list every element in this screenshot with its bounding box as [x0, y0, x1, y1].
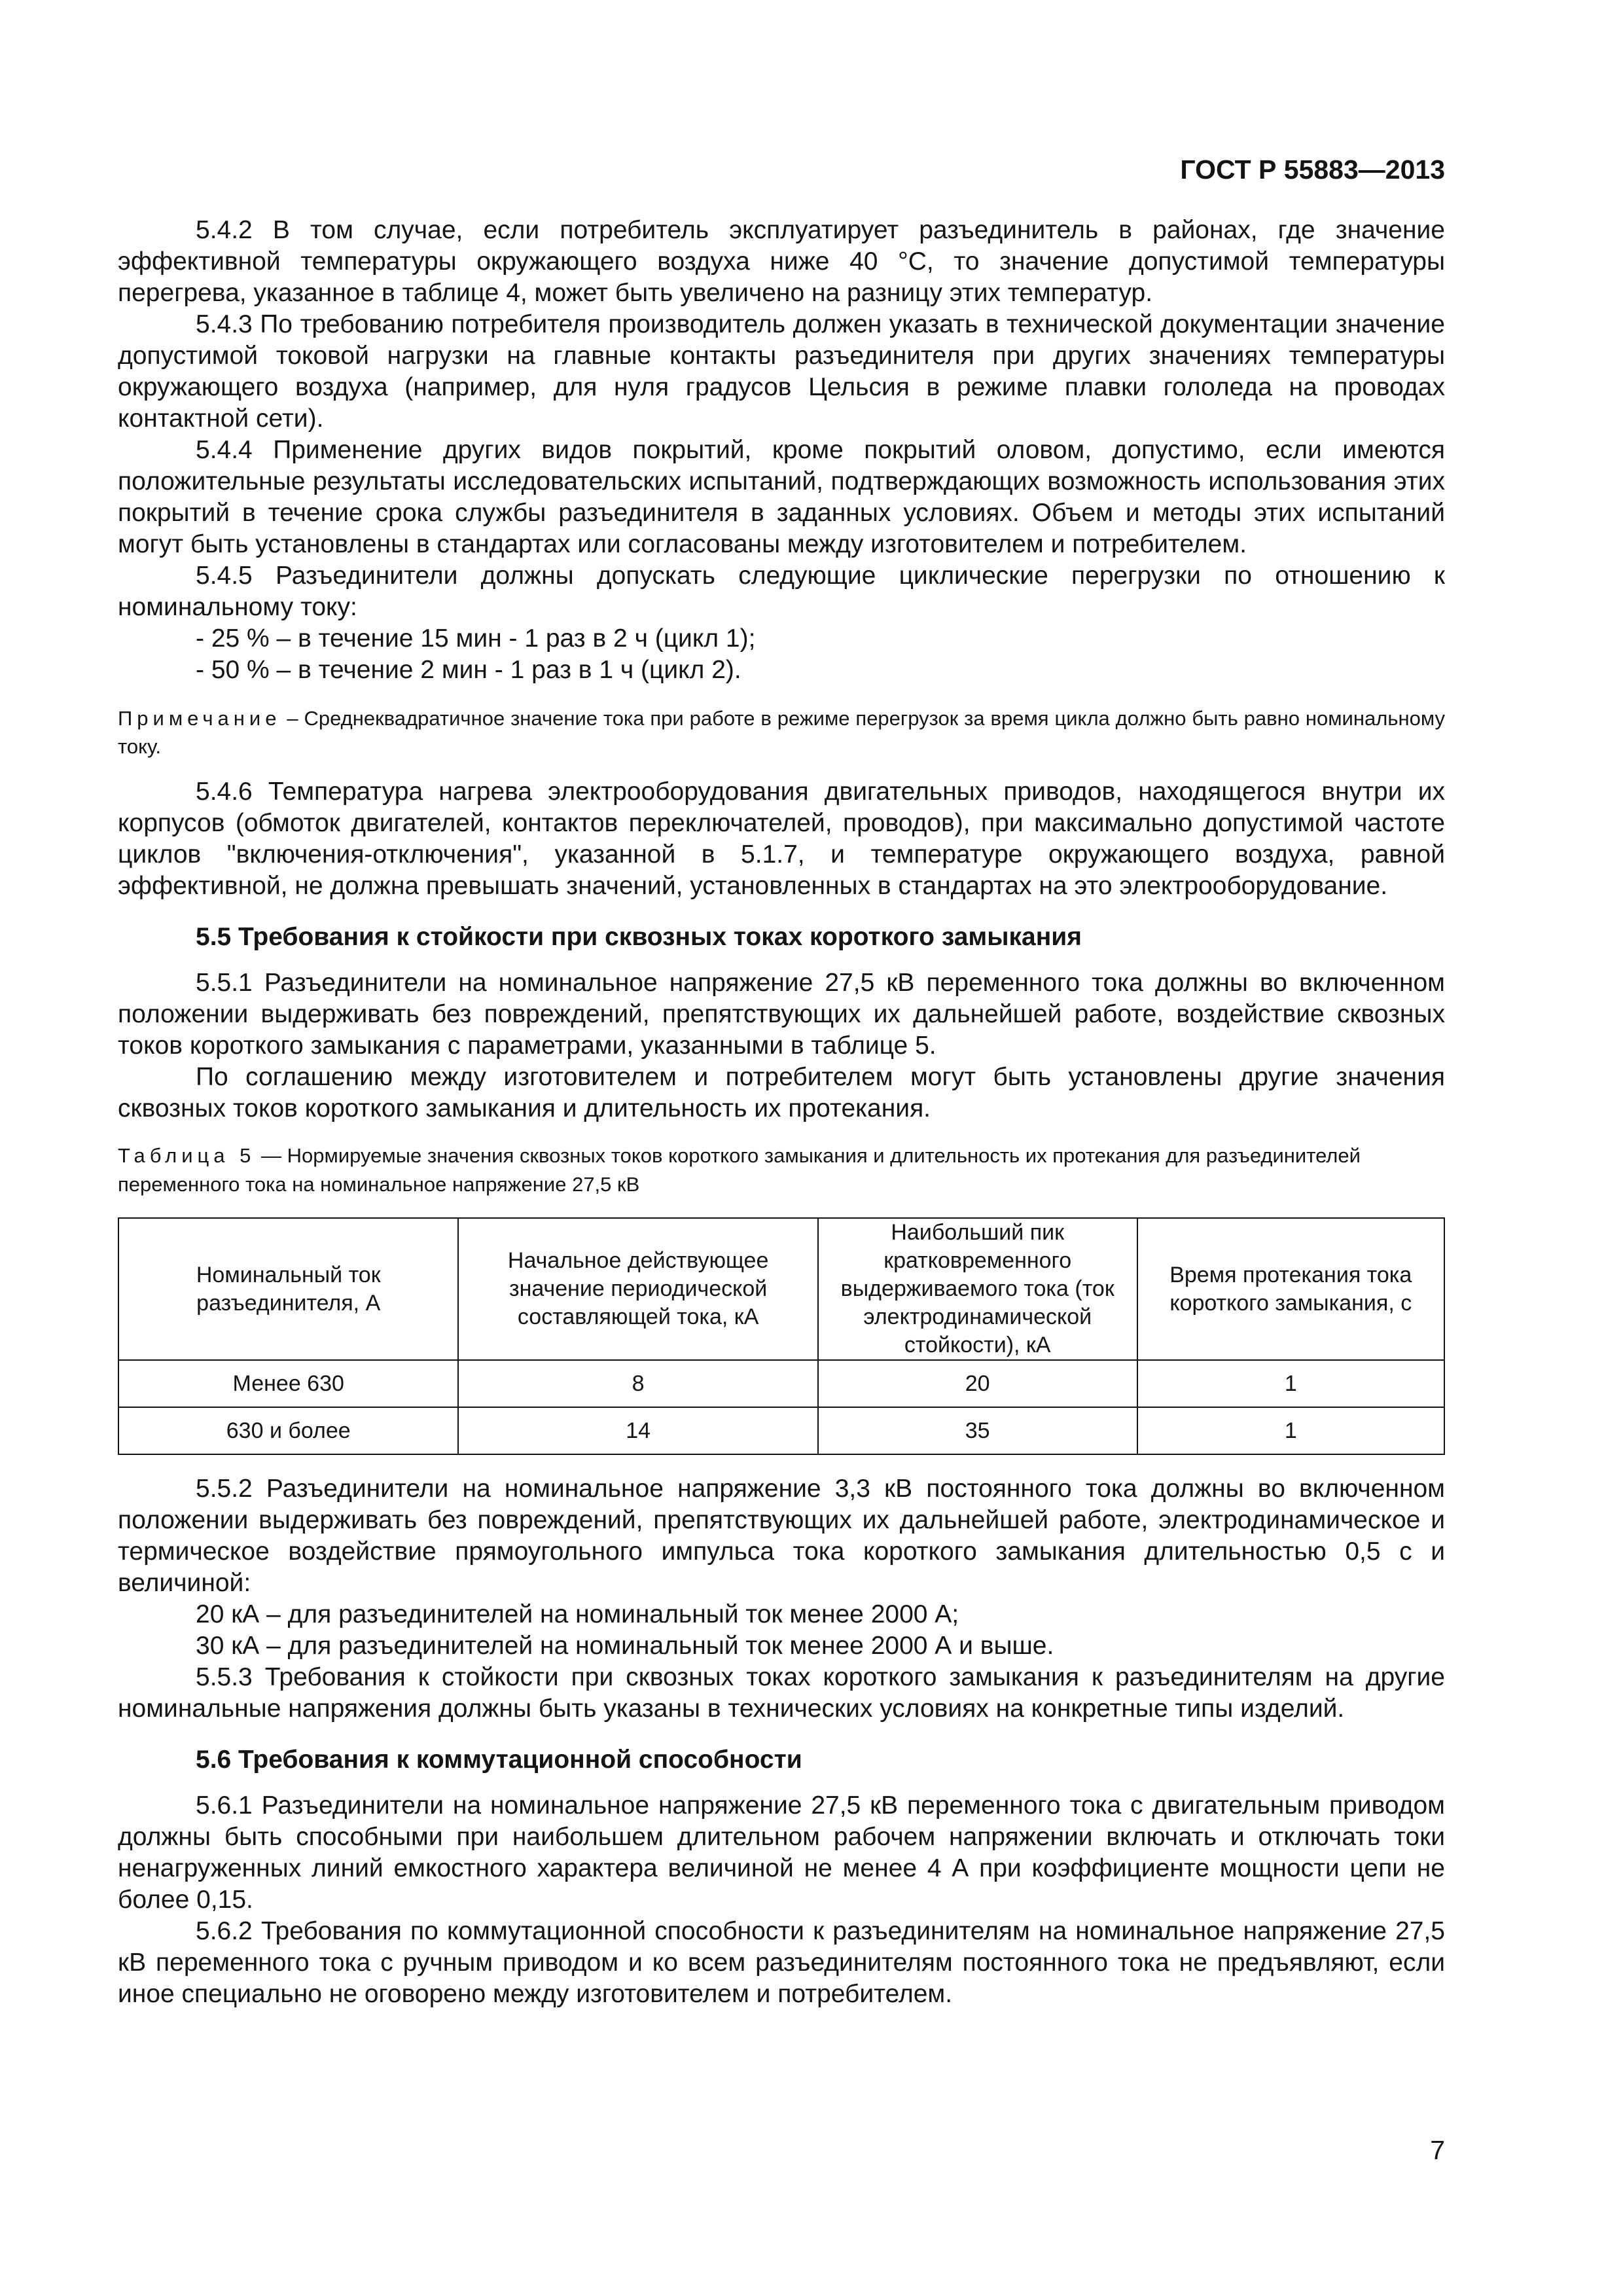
column-header-rated-current: Номинальный ток разъединителя, А — [118, 1218, 458, 1360]
note-label: Примечание — [118, 707, 281, 730]
paragraph-5-6-1: 5.6.1 Разъединители на номинальное напряжение 27,5 кВ переменного тока с двигательным приводом должны быть способными при наибольшем длительном рабочем напряжении включать и отключать токи ненагруженных линий емкостного характера величиной не менее 4 А при коэффициенте мощности цепи не более 0,15. — [118, 1791, 1445, 1914]
table-cell: Менее 630 — [118, 1360, 458, 1407]
column-header-initial-current: Начальное действующее значение периодической составляющей тока, кА — [458, 1218, 817, 1360]
overload-list-item-2: - 50 % – в течение 2 мин - 1 раз в 1 ч (цикл 2). — [196, 656, 741, 684]
table-row — [118, 1407, 1444, 1454]
note — [118, 704, 1445, 761]
table-cell: 20 — [818, 1360, 1137, 1407]
table-cell: 35 — [818, 1407, 1137, 1454]
paragraph-5-5-3: 5.5.3 Требования к стойкости при сквозных токах короткого замыкания к разъединителям на другие номинальные напряжения должны быть указаны в технических условиях на конкретные типы изделий. — [118, 1663, 1445, 1723]
current-list-item-2: 30 кА – для разъединителей на номинальный ток менее 2000 А и выше. — [196, 1632, 1054, 1660]
table-label: Таблица 5 — [118, 1144, 256, 1167]
table-header-row — [118, 1218, 1444, 1360]
section-heading-5-5: 5.5 Требования к стойкости при сквозных токах короткого замыкания — [196, 923, 1082, 951]
note-text: – Среднеквадратичное значение тока при работе в режиме перегрузок за время цикла должно быть равно номинальному току. — [118, 707, 1445, 758]
paragraph-5-5-1: 5.5.1 Разъединители на номинальное напряжение 27,5 кВ переменного тока должны во включенном положении выдерживать без повреждений, препятствующих их дальнейшей работе, воздействие сквозных токов короткого замыкания с параметрами, указанными в таблице 5. — [118, 969, 1445, 1060]
page-number: 7 — [1430, 2135, 1445, 2165]
paragraph-agreement: По соглашению между изготовителем и потребителем могут быть установлены другие значения сквозных токов короткого замыкания и длительность их протекания. — [118, 1063, 1445, 1122]
table-cell: 8 — [458, 1360, 817, 1407]
paragraph-5-4-2: 5.4.2 В том случае, если потребитель эксплуатирует разъединитель в районах, где значение эффективной температуры окружающего воздуха ниже 40 °С, то значение допустимой температуры перегрева, указанное в таблице 4, может быть увеличено на разницу этих температур. — [118, 216, 1445, 307]
table-caption — [118, 1141, 1445, 1199]
document-id-header: ГОСТ Р 55883—2013 — [1180, 154, 1445, 185]
table-caption-text: — Нормируемые значения сквозных токов короткого замыкания и длительность их протекания для разъединителей переменного тока на номинальное напряжение 27,5 кВ — [118, 1144, 1361, 1196]
paragraph-5-5-2: 5.5.2 Разъединители на номинальное напряжение 3,3 кВ постоянного тока должны во включенном положении выдерживать без повреждений, препятствующих их дальнейшей работе, электродинамическое и термическое воздействие прямоугольного импульса тока короткого замыкания длительностью 0,5 с и величиной: — [118, 1475, 1445, 1597]
paragraph-5-6-2: 5.6.2 Требования по коммутационной способности к разъединителям на номинальное напряжение 27,5 кВ переменного тока с ручным приводом и ко всем разъединителям постоянного тока не предъявляют, если иное специально не оговорено между изготовителем и потребителем. — [118, 1917, 1445, 2008]
section-heading-5-6: 5.6 Требования к коммутационной способности — [196, 1746, 802, 1774]
paragraph-5-4-5: 5.4.5 Разъединители должны допускать следующие циклические перегрузки по отношению к номинальному току: — [118, 562, 1445, 621]
table-cell: 630 и более — [118, 1407, 458, 1454]
paragraph-5-4-6: 5.4.6 Температура нагрева электрооборудования двигательных приводов, находящегося внутри их корпусов (обмоток двигателей, контактов переключателей, проводов), при максимально допустимой частоте циклов "включения-отключения", указанной в 5.1.7, и температуре окружающего воздуха, равной эффективной, не должна превышать значений, установленных в стандартах на это электрооборудование. — [118, 778, 1445, 900]
overload-list-item-1: - 25 % – в течение 15 мин - 1 раз в 2 ч (цикл 1); — [196, 624, 756, 653]
table-row — [118, 1360, 1444, 1407]
column-header-duration: Время протекания тока короткого замыкания, с — [1137, 1218, 1444, 1360]
table-cell: 14 — [458, 1407, 817, 1454]
page-content — [118, 215, 1445, 2010]
table-5 — [118, 1217, 1445, 1455]
paragraph-5-4-3: 5.4.3 По требованию потребителя производитель должен указать в технической документации значение допустимой токовой нагрузки на главные контакты разъединителя при других значениях температуры окружающего воздуха (например, для нуля градусов Цельсия в режиме плавки гололеда на проводах контактной сети). — [118, 310, 1445, 433]
paragraph-5-4-4: 5.4.4 Применение других видов покрытий, кроме покрытий оловом, допустимо, если имеются положительные результаты исследовательских испытаний, подтверждающих возможность использования этих покрытий в течение срока службы разъединителя в заданных условиях. Объем и методы этих испытаний могут быть установлены в стандартах или согласованы между изготовителем и потребителем. — [118, 436, 1445, 558]
column-header-peak-current: Наибольший пик кратковременного выдерживаемого тока (ток электродинамической стойкости), кА — [818, 1218, 1137, 1360]
table-cell: 1 — [1137, 1360, 1444, 1407]
table-cell: 1 — [1137, 1407, 1444, 1454]
current-list-item-1: 20 кА – для разъединителей на номинальный ток менее 2000 А; — [196, 1600, 959, 1628]
